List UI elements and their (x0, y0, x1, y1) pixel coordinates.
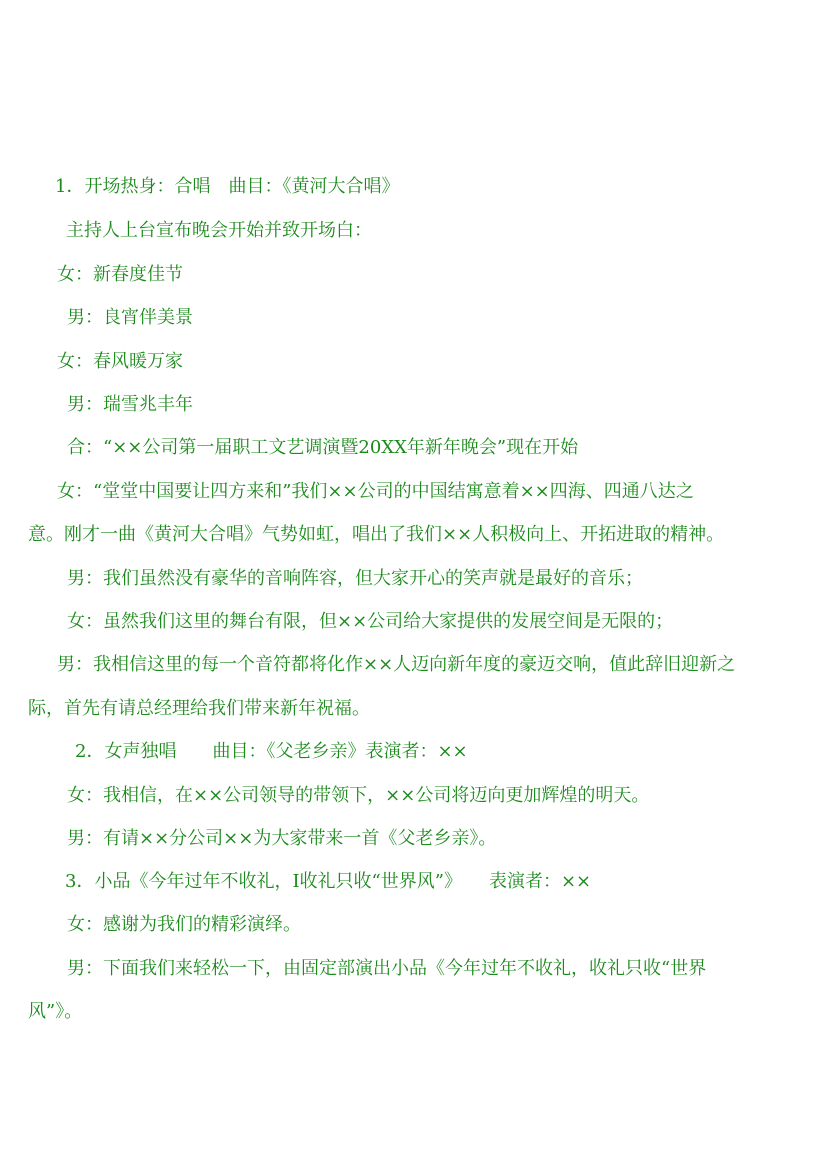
dialogue-line: 合：“××公司第一届职工文艺调演暨20XX年新年晚会”现在开始 (67, 437, 579, 458)
dialogue-line-continuation: 际，首先有请总经理给我们带来新年祝福。 (28, 698, 370, 719)
dialogue-line: 男：良宵伴美景 (67, 307, 193, 328)
dialogue-line: 女：春风暖万家 (57, 351, 183, 372)
dialogue-line: 女：新春度佳节 (57, 264, 183, 285)
dialogue-line: 男：下面我们来轻松一下，由固定部演出小品《今年过年不收礼，收礼只收“世界 (67, 958, 707, 979)
dialogue-line: 男：我相信这里的每一个音符都将化作××人迈向新年度的豪迈交响，值此辞旧迎新之 (57, 654, 736, 675)
program-item-1-heading: 1．开场热身：合唱 曲目：《黄河大合唱》 (55, 176, 400, 197)
dialogue-line: 女：我相信，在××公司领导的带领下，××公司将迈向更加辉煌的明天。 (67, 785, 650, 806)
dialogue-line: 女：虽然我们这里的舞台有限，但××公司给大家提供的发展空间是无限的； (67, 611, 674, 632)
dialogue-line: 女：感谢为我们的精彩演绎。 (67, 914, 301, 935)
program-item-2-heading: 2．女声独唱 曲目：《父老乡亲》表演者：×× (75, 741, 468, 762)
host-intro-line: 主持人上台宣布晚会开始并致开场白： (66, 220, 372, 241)
dialogue-line: 男：我们虽然没有豪华的音响阵容，但大家开心的笑声就是最好的音乐； (67, 568, 643, 589)
dialogue-line: 男：有请××分公司××为大家带来一首《父老乡亲》。 (67, 828, 497, 849)
dialogue-line-continuation: 风”》。 (28, 1001, 83, 1022)
program-item-3-heading: 3．小品《今年过年不收礼，I收礼只收“世界风”》 表演者：×× (65, 871, 592, 892)
dialogue-line-continuation: 意。刚才一曲《黄河大合唱》气势如虹，唱出了我们××人积极向上、开拓进取的精神。 (28, 524, 725, 545)
dialogue-line: 女：“堂堂中国要让四方来和”我们××公司的中国结寓意着××四海、四通八达之 (57, 481, 694, 502)
dialogue-line: 男：瑞雪兆丰年 (67, 394, 193, 415)
